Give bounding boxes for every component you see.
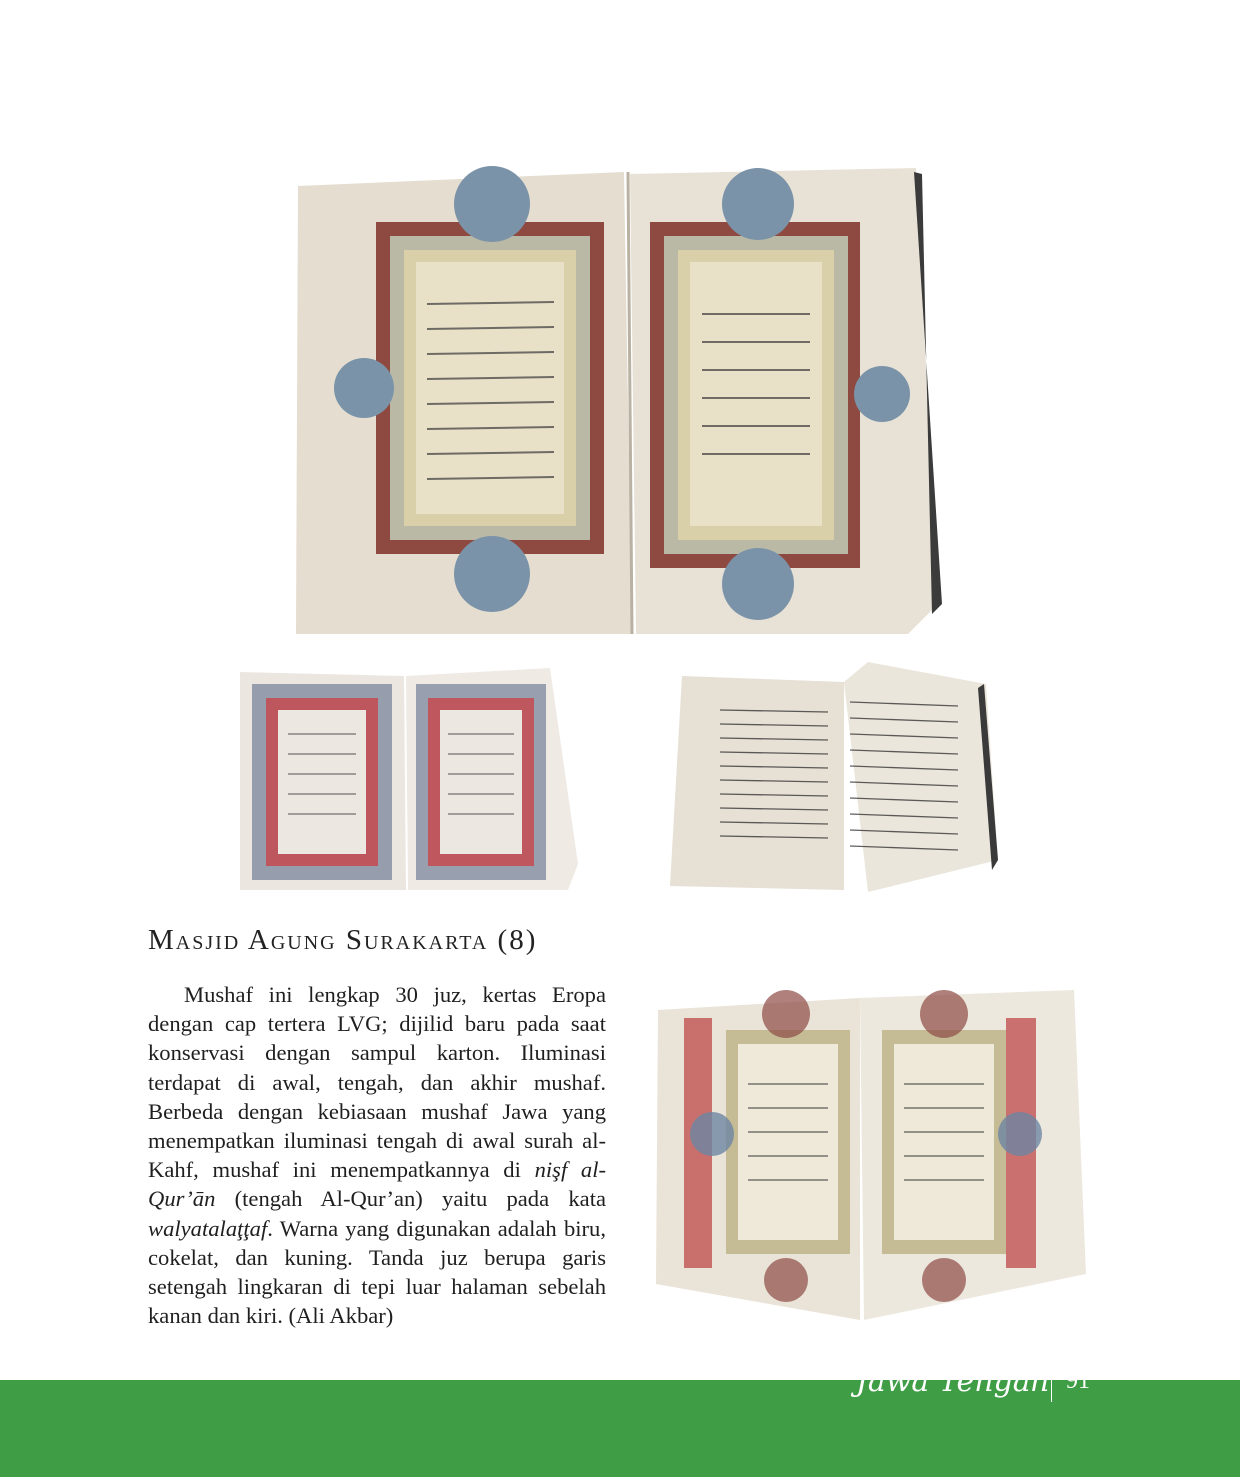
footer-region-label: Jawa Tengah — [855, 1364, 1050, 1399]
photo-quran-text-pages — [668, 660, 998, 892]
footer-divider — [1051, 1372, 1052, 1402]
photo-quran-middle-spread — [654, 984, 1086, 1320]
body-italic-term: walyatalaţţaf — [148, 1215, 268, 1241]
body-text-run: (tengah Al-Qur’an) yaitu pada kata — [215, 1186, 606, 1212]
page-number: 91 — [1066, 1368, 1090, 1394]
photo-quran-red-border — [238, 664, 578, 894]
body-text-run: . Warna yang digunakan adalah biru, cokelat, dan kuning. Tanda juz berupa garis setengah lingkaran di tepi luar halaman sebelah kanan dan kiri. (Ali Akbar) — [148, 1215, 606, 1329]
footer-band — [0, 1380, 1240, 1477]
body-text-run: Mushaf ini lengkap 30 juz, kertas Eropa dengan cap tertera LVG; dijilid baru pada saat konservasi dengan sampul karton. Iluminasi terdapat di awal, tengah, dan akhir mushaf. Berbeda dengan kebiasaan mushaf Jawa yang menempatkan iluminasi tengah di awal surah al-Kahf, mushaf ini menempatkannya di — [148, 982, 606, 1183]
article-title: Masjid Agung Surakarta (8) — [148, 924, 538, 956]
article-paragraph — [148, 980, 606, 1330]
photo-main-quran-spread — [292, 164, 942, 640]
article-body — [148, 980, 606, 1330]
body-italic-term: nişf al-Qur’ān — [148, 1157, 607, 1212]
